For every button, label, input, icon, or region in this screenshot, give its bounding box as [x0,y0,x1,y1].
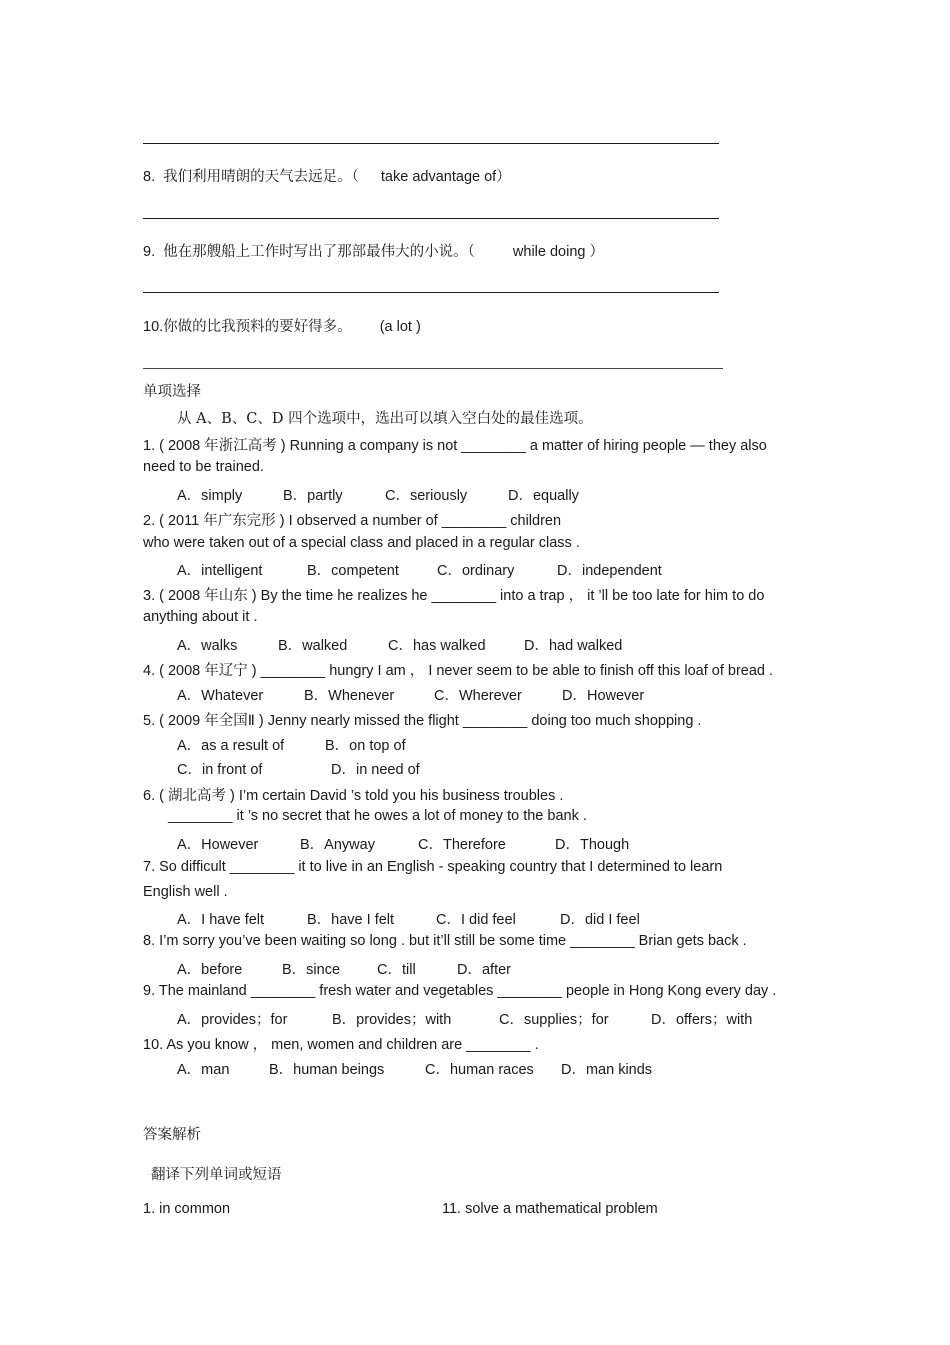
option-d: D．had walked [524,638,623,654]
answer-row-left: 1. in common [143,1201,231,1217]
option-b: B．since [282,962,341,978]
item-number: 8. [143,169,156,185]
answers-title: 答案解析 [143,1127,201,1143]
option-b: B．human beings [269,1062,385,1078]
question-9-line1: 9. The mainland ________ fresh water and vegetables ________ people in Hong Kong every day . [143,983,777,999]
item-number: 10. [143,319,164,335]
option-b: B．competent [307,563,399,579]
chinese-sentence: 我们利用晴朗的天气去远足。（ [163,169,359,185]
question-8-line1: 8. I’m sorry you’ve been waiting so long . but it’ll still be some time ________ Brian gets back . [143,933,747,949]
question-3-line1: 3. ( 2008 年山东 ) By the time he realizes he ________ into a trap ， it ’ll be too late for him to do [143,588,765,604]
option-a: A．provides；for [177,1012,288,1028]
option-c: C．Therefore [418,837,506,853]
option-a: A．Whatever [177,688,264,704]
option-d: D．after [457,962,511,978]
option-d: D．did I feel [560,912,640,928]
option-c: C．supplies；for [499,1012,609,1028]
hint-phrase: while doing [512,244,586,260]
option-c: C．human races [425,1062,534,1078]
question-1-line2: need to be trained. [143,459,264,475]
hint-close: ） [589,244,604,260]
question-5-line1: 5. ( 2009 年全国Ⅱ ) Jenny nearly missed the flight ________ doing too much shopping . [143,713,702,729]
answer-line [143,292,719,293]
option-b: B．Anyway [300,837,375,853]
question-6-line2: ________ it ’s no secret that he owes a lot of money to the bank . [168,808,587,824]
option-a: A．simply [177,488,243,504]
section-title: 单项选择 [143,384,201,400]
question-2-line2: who were taken out of a special class and placed in a regular class . [143,535,580,551]
question-7-line1: 7. So difficult ________ it to live in an English - speaking country that I determined to learn [143,859,723,875]
answer-line [143,368,723,369]
question-1-line1: 1. ( 2008 年浙江高考 ) Running a company is not ________ a matter of hiring people — they also [143,438,767,454]
chinese-sentence: 你做的比我预料的要好得多。 [163,319,352,335]
question-7-line2: English well . [143,884,228,900]
option-d: D．offers；with [651,1012,753,1028]
translation-item-10 [143,315,421,336]
option-d: D．However [562,688,645,704]
option-c: C．Wherever [434,688,522,704]
question-3-line2: anything about it . [143,609,258,625]
option-d: D．independent [557,563,662,579]
answers-subtitle: 翻译下列单词或短语 [151,1167,282,1183]
question-10-line1: 10. As you know ， men, women and children are ________ . [143,1037,539,1053]
option-a: A．intelligent [177,563,263,579]
translation-item-9 [143,240,604,261]
question-2-line1: 2. ( 2011 年广东完形 ) I observed a number of ________ children [143,513,562,529]
option-b: B．Whenever [304,688,395,704]
translation-item-8 [143,165,511,186]
option-d: D．man kinds [561,1062,653,1078]
option-b: B．on top of [325,738,406,754]
option-a: A．before [177,962,243,978]
item-number: 9. [143,244,156,260]
option-b: B．walked [278,638,348,654]
hint-close: ） [496,169,511,185]
option-b: B．partly [283,488,343,504]
answer-line [143,218,719,219]
option-c: C．ordinary [437,563,515,579]
option-d: D．in need of [331,762,420,778]
question-6-line1: 6. ( 湖北高考 ) I’m certain David ’s told you his business troubles . [143,788,564,804]
hint-phrase: take advantage of [380,169,497,185]
option-d: D．equally [508,488,579,504]
option-a: A．man [177,1062,230,1078]
option-c: C．in front of [177,762,263,778]
option-a: A．However [177,837,259,853]
answer-line [143,143,719,144]
option-c: C．till [377,962,416,978]
option-b: B．provides；with [332,1012,452,1028]
chinese-sentence: 他在那艘船上工作时写出了那部最伟大的小说。（ [163,244,475,260]
option-c: C．has walked [388,638,486,654]
option-d: D．Though [555,837,630,853]
option-a: A．walks [177,638,238,654]
option-a: A．as a result of [177,738,285,754]
option-c: C．seriously [385,488,468,504]
question-4-line1: 4. ( 2008 年辽宁 ) ________ hungry I am ， I never seem to be able to finish off this loaf of bread . [143,663,774,679]
instruction: 从 A、B、C、D 四个选项中，选出可以填入空白处的最佳选项。 [177,411,593,427]
option-b: B．have I felt [307,912,395,928]
hint-phrase: (a lot ) [379,319,421,335]
option-a: A．I have felt [177,912,265,928]
option-c: C．I did feel [436,912,516,928]
answer-row-right: 11. solve a mathematical problem [442,1201,658,1217]
